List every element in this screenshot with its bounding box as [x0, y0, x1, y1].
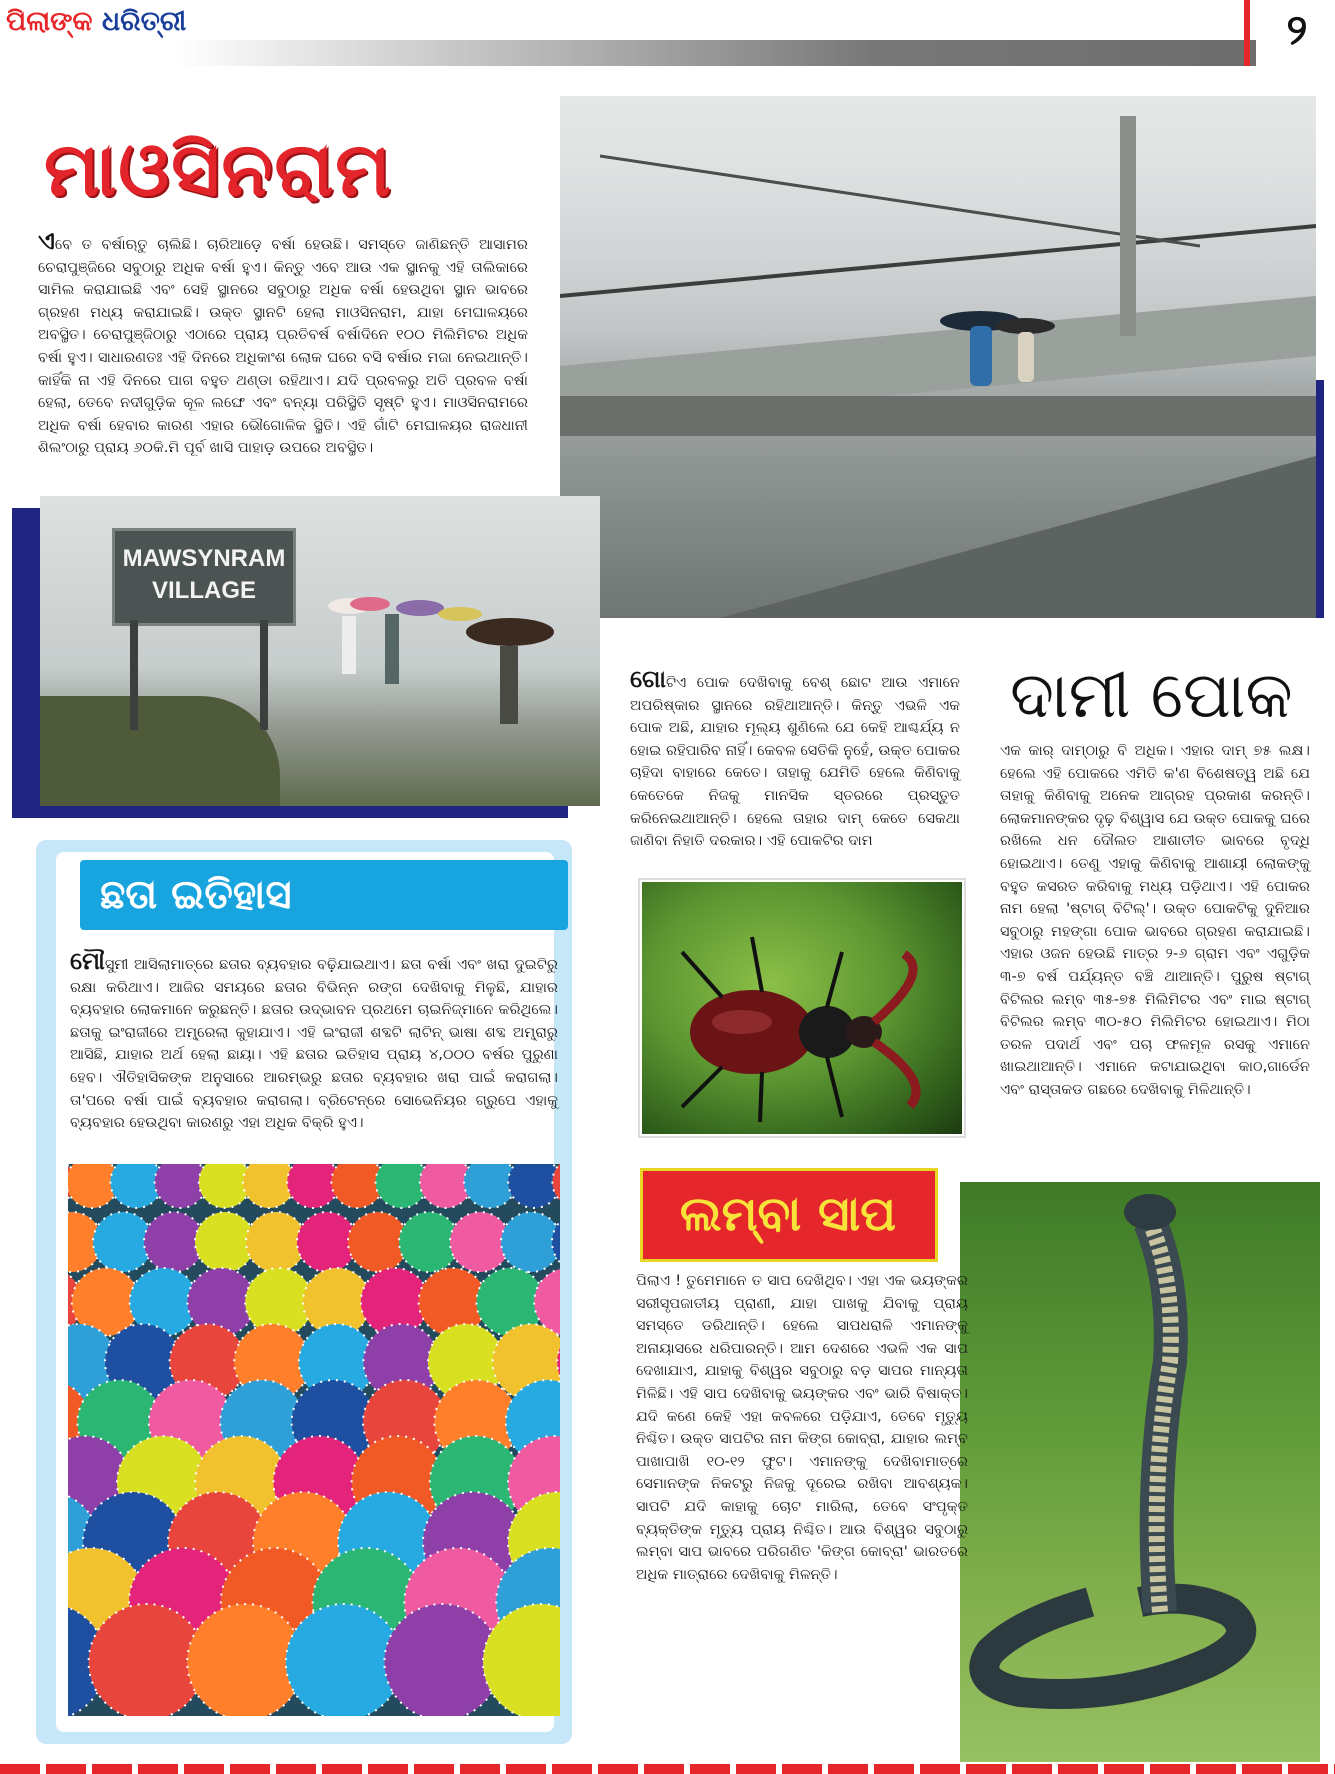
umbrella	[155, 1164, 207, 1208]
logo-wordmark	[0, 0, 187, 44]
beetle-leg	[827, 952, 842, 1007]
umbrella	[187, 1604, 303, 1716]
walker-b	[385, 614, 399, 684]
umbrella	[508, 1164, 560, 1208]
footer-bar	[0, 1764, 1335, 1774]
umbrella-pink	[350, 597, 390, 611]
article-mawsynram-body	[38, 227, 528, 480]
dropcap: ମୌ	[70, 947, 105, 975]
umbrella	[199, 1164, 251, 1208]
umbrella-brown	[466, 618, 554, 646]
walker-1	[970, 326, 992, 386]
umbrella-mosaic	[68, 1164, 560, 1716]
walker-c	[500, 646, 518, 724]
logo-word-2: ଧରିତ୍ରୀ	[101, 6, 187, 37]
beetle-leg	[682, 1067, 722, 1107]
umbrella	[110, 1164, 162, 1208]
umbrella	[286, 1604, 402, 1716]
article-snake-title: ଲମ୍ବା ସାପ	[679, 1186, 897, 1242]
bridge-cable	[560, 226, 1316, 296]
beetle-leg	[682, 952, 722, 997]
beetle-mandible-top	[874, 954, 913, 1022]
body-text: ବେ ତ ବର୍ଷାଋତୁ ଚାଲିଛି। ଚାରିଆଡ଼େ ବର୍ଷା ହେଉଛି। ସମସ୍ତେ ଜାଣିଛନ୍ତି ଆସାମର ଚେରାପୁଞ୍ଜିରେ ସବୁଠାରୁ ଅଧିକ ବର୍ଷା ହୁଏ। କିନ୍ତୁ ଏବେ ଆଉ ଏକ ସ୍ଥାନକୁ ଏହି ତାଲିକାରେ ସାମିଲ କରାଯାଇଛି ଏବଂ ସେହି ସ୍ଥାନରେ ସବୁଠାରୁ ଅଧିକ ବର୍ଷା ହେଉଥିବା ସ୍ଥାନ ଭାବରେ ଗ୍ରହଣ ମଧ୍ୟ କରାଯାଇଛି। ଉକ୍ତ ସ୍ଥାନଟି ହେଲା ମାଓସିନରାମ, ଯାହା ମେଘାଳୟରେ ଅବସ୍ଥିତ। ଚେରାପୁଞ୍ଜିଠାରୁ ଏଠାରେ ପ୍ରାୟ ପ୍ରତିବର୍ଷ ବର୍ଷାଦିନେ ୧୦୦ ମିଲିମିଟର ଅଧିକ ବର୍ଷା ହୁଏ। ସାଧାରଣତଃ ଏହି ଦିନରେ ଅଧିକାଂଶ ଲୋକ ଘରେ ବସି ବର୍ଷାର ମଜା ନେଇଥାନ୍ତି। କାହିଁକି ନା ଏହି ଦିନରେ ପାଗ ବହୁତ ଥଣ୍ଡା ରହିଥାଏ। ଯଦି ପ୍ରବଳରୁ ଅତି ପ୍ରବଳ ବର୍ଷା ହେଲା, ତେବେ ନଦୀଗୁଡ଼ିକ କୂଳ ଲଙ୍ଘେ ଏବଂ ବନ୍ୟା ପରିସ୍ଥିତି ସୃଷ୍ଟି ହୁଏ। ମାଓସିନରାମରେ ଅଧିକ ବର୍ଷା ହେବାର କାରଣ ଏହାର ଭୌଗୋଳିକ ସ୍ଥିତି। ଏହି ଗାଁଟି ମେଘାଳୟର ରାଜଧାନୀ ଶିଲଂଠାରୁ ପ୍ରାୟ ୬୦କି.ମି ପୂର୍ବ ଖାସି ପାହାଡ଼ ଉପରେ ଅବସ୍ଥିତ।	[38, 236, 528, 457]
walker-a	[342, 616, 356, 674]
article-beetle-lead	[630, 665, 960, 868]
umbrella-yellow	[438, 607, 482, 621]
umbrella	[501, 1212, 560, 1272]
sign-line-1: MAWSYNRAM	[122, 545, 286, 572]
article-mawsynram-title: ମାଓସିନରାମ	[44, 127, 393, 213]
beetle-leg	[827, 1057, 842, 1117]
umbrella	[243, 1164, 295, 1208]
dropcap: ଗୋ	[630, 665, 666, 693]
umbrella	[68, 1164, 118, 1208]
village-figures	[40, 496, 600, 806]
sign-post-left	[130, 620, 138, 730]
photo-colorful-umbrellas	[68, 1164, 560, 1716]
umbrella	[384, 1604, 500, 1716]
article-snake-body: ପିଲାଏ ! ତୁମେମାନେ ତ ସାପ ଦେଖିଥିବ। ଏହା ଏକ ଭୟଙ୍କର ସରୀସୃପଜାତୀୟ ପ୍ରାଣୀ, ଯାହା ପାଖକୁ ଯିବାକୁ ପ୍ରାୟ ସମସ୍ତେ ଡରିଥାନ୍ତି। ହେଲେ ସାପଧରାଳି ଏମାନଙ୍କୁ ଅନାୟାସରେ ଧରିପାରନ୍ତି। ଆମ ଦେଶରେ ଏଭଳି ଏକ ସାପ ଦେଖାଯାଏ, ଯାହାକୁ ବିଶ୍ୱର ସବୁଠାରୁ ବଡ଼ ସାପର ମାନ୍ୟତା ମିଳିଛି। ଏହି ସାପ ଦେଖିବାକୁ ଭୟଙ୍କର ଏବଂ ଭାରି ବିଷାକ୍ତ। ଯଦି କଣେ କେହି ଏହା କବଳରେ ପଡ଼ିଯାଏ, ତେବେ ମୃତ୍ୟୁ ନିଶ୍ଚିତ। ଉକ୍ତ ସାପଟିର ନାମ କିଙ୍ଗ କୋବ୍ରା, ଯାହାର ଲମ୍ବ ପାଖାପାଖି ୧୦-୧୨ ଫୁଟ। ଏମାନଙ୍କୁ ଦେଖିବାମାତ୍ରେ ସେମାନଙ୍କ ନିକଟରୁ ନିଜକୁ ଦୂରେଇ ରଖିବା ଆବଶ୍ୟକ। ସାପଟି ଯଦି କାହାକୁ ଚୋଟ ମାରିଲା, ତେବେ ସଂପୃକ୍ତ ବ୍ୟକ୍ତିଙ୍କ ମୃତ୍ୟୁ ପ୍ରାୟ ନିଶ୍ଚିତ। ଆଉ ବିଶ୍ୱର ସବୁଠାରୁ ଲମ୍ବା ସାପ ଭାବରେ ପରିଗଣିତ 'କିଙ୍ଗ କୋବ୍ରା' ଭାରତରେ ଅଧିକ ମାତ୍ରାରେ ଦେଖିବାକୁ ମିଳନ୍ତି।	[636, 1272, 968, 1583]
beetle-sheen	[712, 1010, 772, 1034]
photo-stag-beetle	[640, 880, 964, 1136]
photo-king-cobra	[960, 1182, 1320, 1762]
road-surface	[720, 456, 1316, 618]
sign-line-2: VILLAGE	[151, 577, 256, 604]
beetle-leg	[760, 1072, 762, 1122]
beetle-mandible-bottom	[874, 1042, 916, 1106]
sign-post-right	[260, 620, 268, 730]
umbrella	[420, 1164, 472, 1208]
bridge-tower	[1120, 116, 1136, 336]
stag-beetle-illustration	[642, 882, 962, 1134]
dropcap: ଏ	[38, 227, 55, 255]
header-gradient-bar	[176, 40, 1256, 66]
umbrella	[376, 1164, 428, 1208]
umbrella	[89, 1604, 205, 1716]
umbrella	[331, 1164, 383, 1208]
cobra-head	[1124, 1194, 1176, 1230]
walker-2	[1018, 332, 1034, 382]
umbrella-2	[995, 318, 1055, 334]
article-beetle-title: ଦାମୀ ପୋକ	[1010, 659, 1293, 733]
beetle-leg	[752, 937, 762, 992]
umbrella-purple	[396, 600, 444, 616]
photo-misty-bridge	[560, 96, 1316, 618]
article-umbrella-title: ଛତା ଇତିହାସ	[100, 872, 292, 918]
body-text: ଟିଏ ପୋକ ଦେଖିବାକୁ ବେଶ୍ ଛୋଟ ଆଉ ଏମାନେ ଅପରିଷ୍କାର ସ୍ଥାନରେ ରହିଥାଆନ୍ତି। କିନ୍ତୁ ଏଭଳି ଏକ ପୋକ ଅଛି, ଯାହାର ମୂଲ୍ୟ ଶୁଣିଲେ ଯେ କେହି ଆଶ୍ଚର୍ଯ୍ୟ ନ ହୋଇ ରହିପାରିବ ନାହିଁ। କେବଳ ସେତିକି ନୁହେଁ, ଉକ୍ତ ପୋକର ଚାହିଦା ବାହାରେ କେତେ। ତାହାକୁ ଯେମିତି ହେଲେ କିଣିବାକୁ କେତେକେ ନିଜକୁ ମାନସିକ ସ୍ତରରେ ପ୍ରସ୍ତୁତ କରିନେଇଥାଆନ୍ତି। ହେଲେ ତାହାର ଦାମ୍ କେତେ ସେକଥା ଜାଣିବା ନିହାତି ଦରକାର। ଏହି ପୋକଟିର ଦାମ	[630, 674, 960, 850]
article-beetle-body: ଏକ କାର୍ ଦାମ୍ଠାରୁ ବି ଅଧିକ। ଏହାର ଦାମ୍ ୭୫ ଲକ୍ଷ। ହେଲେ ଏହି ପୋକରେ ଏମିତି କ'ଣ ବିଶେଷତ୍ୱ ଅଛି ଯେ ତାହାକୁ କିଣିବାକୁ ଅନେକ ଆଗ୍ରହ ପ୍ରକାଶ କରନ୍ତି। ଲୋକମାନଙ୍କର ଦୃଢ଼ ବିଶ୍ୱାସ ଯେ ଉକ୍ତ ପୋକକୁ ଘରେ ରଖିଲେ ଧନ ଦୌଲତ ଆଶାତୀତ ଭାବରେ ବୃଦ୍ଧି ହୋଇଥାଏ। ତେଣୁ ଏହାକୁ କିଣିବାକୁ ଆଶାୟୀ ଲୋକଙ୍କୁ ବହୁତ କସରତ କରିବାକୁ ମଧ୍ୟ ପଡ଼ିଥାଏ। ଏହି ପୋକର ନାମ ହେଲା 'ଷ୍ଟାଗ୍ ବିଟିଲ୍'। ଉକ୍ତ ପୋକଟିକୁ ଦୁନିଆର ସବୁଠାରୁ ମହଙ୍ଗା ପୋକ ଭାବରେ ଗ୍ରହଣ କରାଯାଇଛି। ଏହାର ଓଜନ ହେଉଛି ମାତ୍ର ୨-୬ ଗ୍ରାମ ଏବଂ ଏଗୁଡ଼ିକ ୩-୭ ବର୍ଷ ପର୍ଯ୍ୟନ୍ତ ବଞ୍ଚି ଥାଆନ୍ତି। ପୁରୁଷ ଷ୍ଟାଗ୍ ବିଟିଲର ଲମ୍ବ ୩୫-୭୫ ମିଲିମିଟର ଏବଂ ମାଇ ଷ୍ଟାଗ୍ ବିଟିଲର ଲମ୍ବ ୩୦-୫୦ ମିଲିମିଟର ହୋଇଥାଏ। ମିଠା ତରଳ ପଦାର୍ଥ ଏବଂ ପଚା ଫଳମୂଳ ରସକୁ ଏମାନେ ଖାଇଥାଆନ୍ତି। ଏମାନେ କଟାଯାଇଥିବା କାଠ,ଗାର୍ଡେନ ଏବଂ ରାସ୍ତାକଡ ଗଛରେ ଦେଖିବାକୁ ମିଳିଥାନ୍ତି।	[1000, 742, 1310, 1098]
bridge-railing	[560, 396, 1316, 436]
suspension-cable	[600, 156, 1200, 246]
photo-mawsynram-village	[40, 496, 600, 806]
umbrella	[287, 1164, 339, 1208]
cobra-coils	[984, 1599, 1241, 1694]
umbrella	[552, 1212, 560, 1272]
header-divider	[1244, 0, 1250, 66]
logo-word-1: ପିଲାଙ୍କ	[6, 6, 93, 37]
page-number: ୨	[1286, 5, 1308, 54]
body-text: ସୁମୀ ଆସିଲାମାତ୍ରେ ଛତାର ବ୍ୟବହାର ବଢ଼ିଯାଇଥାଏ। ଛତା ବର୍ଷା ଏବଂ ଖରା ଦୁଇଟିରୁ ରକ୍ଷା କରିଥାଏ। ଆଜିର ସମୟରେ ଛତାର ବିଭିନ୍ନ ରଙ୍ଗ ଦେଖିବାକୁ ମିଳୁଛି, ଯାହାର ବ୍ୟବହାର ଲୋକମାନେ କରୁଛନ୍ତି। ଛତାର ଉଦ୍ଭାବନ ପ୍ରଥମେ ଚାଇନିଜ୍ମାନେ କରିଥିଲେ। ଛତାକୁ ଇଂରାଜୀରେ ଅମ୍ବ୍ରେଲା କୁହାଯାଏ। ଏହି ଇଂରାଜୀ ଶବ୍ଦଟି ଲାଟିନ୍ ଭାଷା ଶବ୍ଦ ଅମ୍ବ୍ରାରୁ ଆସିଛି, ଯାହାର ଅର୍ଥ ହେଲା ଛାୟା। ଏହି ଛତାର ଇତିହାସ ପ୍ରାୟ ୪,୦୦୦ ବର୍ଷର ପୁରୁଣା ହେବ। ଐତିହାସିକଙ୍କ ଅନୁସାରେ ଆରମ୍ଭରୁ ଛତାର ବ୍ୟବହାର ଖରା ପାଇଁ କରାଗଲା। ତା'ପରେ ବର୍ଷା ପାଇଁ ବ୍ୟବହାର କରାଗଲା। ବ୍ରିଟେନ୍ରେ ସୋଭେନିୟର ଗ୍ରୁପେ ଏହାକୁ ବ୍ୟବହାର ହେଉଥିବା କାରଣରୁ ଏହା ଅଧିକ ବିକ୍ରି ହୁଏ।	[70, 956, 558, 1132]
umbrella	[464, 1164, 516, 1208]
article-umbrella-body	[70, 947, 558, 1150]
bridge-illustration	[560, 96, 1316, 618]
king-cobra-illustration	[960, 1182, 1320, 1762]
masthead-logo	[0, 0, 187, 44]
